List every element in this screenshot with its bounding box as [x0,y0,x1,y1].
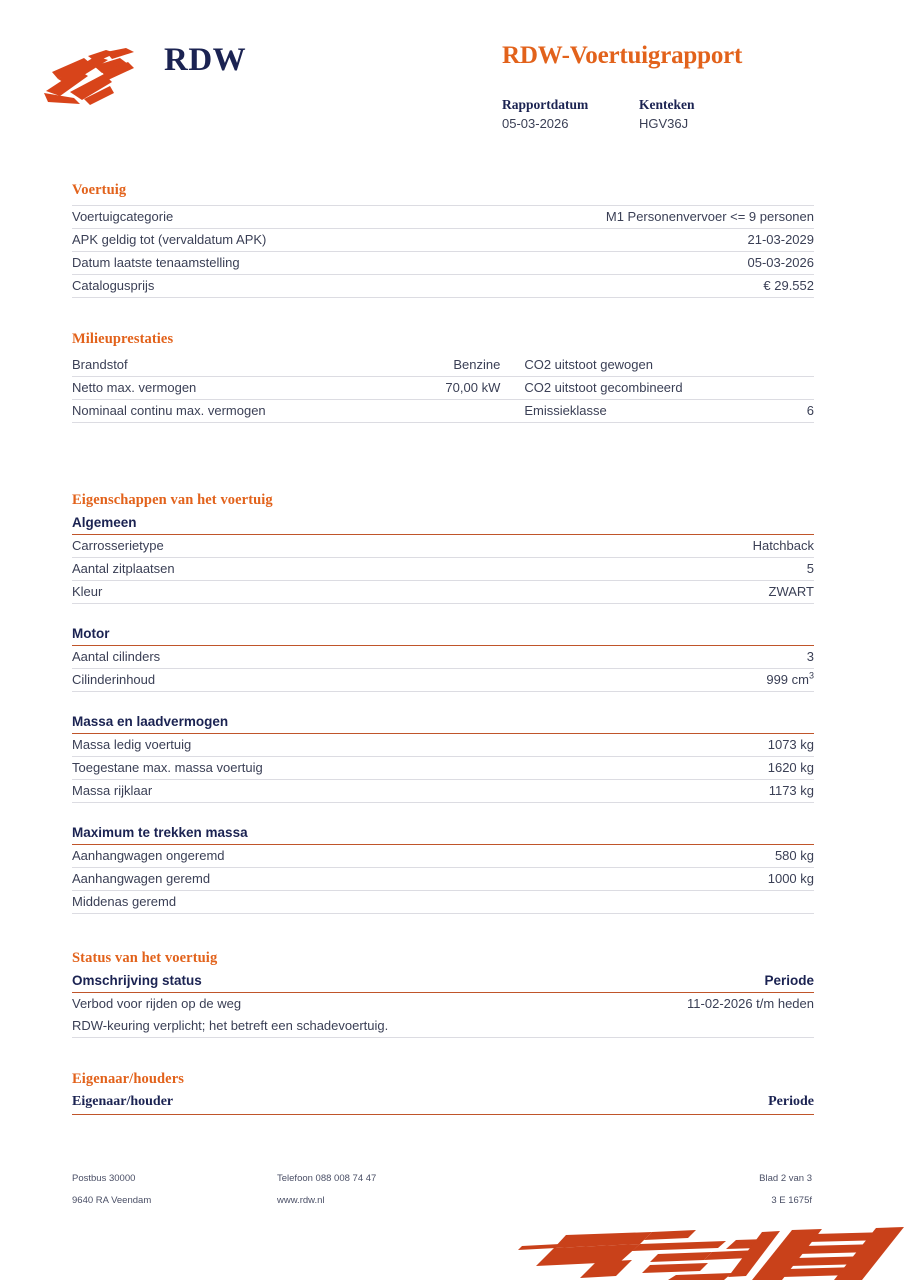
section-voertuig [72,182,814,298]
row-value-right [725,377,814,400]
row-value: Hatchback [517,535,814,558]
section-status [72,950,814,1038]
section-eigenschappen [72,492,814,914]
subsection-algemeen [72,515,814,604]
row-value: 1620 kg [517,757,814,780]
row-label: Aantal cilinders [72,646,517,669]
table-row [72,1015,814,1038]
subsection-trekken-massa [72,825,814,914]
table-row [72,400,814,423]
footer-form-code: 3 E 1675f [771,1195,812,1206]
row-value: ZWART [517,581,814,604]
table-row [72,757,814,780]
row-label-right: Emissieklasse [502,400,725,423]
footer-line-website[interactable]: www.rdw.nl [277,1195,325,1206]
row-value [517,891,814,914]
row-value-right [725,354,814,377]
status-col-period: Periode [764,973,814,988]
report-meta [502,96,842,134]
row-value [517,669,814,692]
document-header [0,0,904,160]
table-row [72,868,814,891]
meta-value-rapportdatum: 05-03-2026 [502,116,569,131]
row-value: 580 kg [517,845,814,868]
row-value: 1173 kg [517,780,814,803]
unit-superscript: 3 [808,670,814,681]
row-label: Aanhangwagen ongeremd [72,845,517,868]
page-title: RDW-Voertuigrapport [502,42,743,69]
section-title-status: Status van het voertuig [72,950,218,966]
status-table [72,993,814,1038]
row-value: 1073 kg [517,734,814,757]
section-title-milieuprestaties: Milieuprestaties [72,331,174,347]
eigenaar-col-label: Eigenaar/houder [72,1094,174,1109]
row-value: M1 Personenvervoer <= 9 personen [458,206,814,229]
rdw-logo-text: RDW [164,42,247,78]
row-label: Kleur [72,581,517,604]
table-row [72,252,814,275]
eigenaar-col-period: Periode [768,1094,814,1109]
row-label: Verbod voor rijden op de weg [72,996,242,1011]
row-label-left: Netto max. vermogen [72,377,324,400]
row-label: Carrosserietype [72,535,517,558]
row-label: Cilinderinhoud [72,669,517,692]
row-label: RDW-keuring verplicht; het betreft een schadevoertuig. [72,1015,814,1038]
row-value-left [324,400,502,423]
row-label-right: CO2 uitstoot gewogen [502,354,725,377]
row-value: 11-02-2026 t/m heden [687,996,814,1011]
trekken-massa-table [72,845,814,914]
meta-field-kenteken [639,96,695,134]
table-row [72,669,814,692]
table-row [72,275,814,298]
table-row [72,229,814,252]
row-value: 3 [517,646,814,669]
row-value: 1000 kg [517,868,814,891]
status-column-headers [72,973,814,993]
row-label: APK geldig tot (vervaldatum APK) [72,229,458,252]
document-footer [72,1168,814,1212]
row-label-left: Brandstof [72,354,324,377]
table-row [72,206,814,229]
row-value: 05-03-2026 [458,252,814,275]
subsection-title-trekken-massa: Maximum te trekken massa [72,825,814,845]
table-row [72,646,814,669]
footer-line: Telefoon 088 008 74 47 [277,1173,377,1184]
table-row [72,734,814,757]
rdw-logo [44,38,254,110]
row-value: 21-03-2029 [458,229,814,252]
subsection-motor [72,626,814,692]
section-eigenaar [72,1071,814,1115]
table-row [72,993,814,1015]
footer-address [72,1168,277,1212]
massa-table [72,734,814,803]
rdw-feather-arrow-logo-icon [44,46,159,110]
meta-label-rapportdatum: Rapportdatum [502,97,589,112]
section-milieuprestaties [72,331,814,423]
subsection-title-massa: Massa en laadvermogen [72,714,814,734]
motor-table [72,646,814,692]
subsection-massa [72,714,814,803]
subsection-title-motor: Motor [72,626,814,646]
row-label: Aanhangwagen geremd [72,868,517,891]
algemeen-table [72,535,814,604]
row-label-right: CO2 uitstoot gecombineerd [502,377,725,400]
row-label: Middenas geremd [72,891,517,914]
section-title-eigenschappen: Eigenschappen van het voertuig [72,492,273,508]
table-row [72,891,814,914]
table-row [72,377,814,400]
row-label: Massa rijklaar [72,780,517,803]
footer-page-number: Blad 2 van 3 [759,1173,812,1184]
status-col-label: Omschrijving status [72,973,202,988]
meta-label-kenteken: Kenteken [639,97,695,112]
row-label: Voertuigcategorie [72,206,458,229]
eigenaar-column-headers [72,1094,814,1115]
row-label: Massa ledig voertuig [72,734,517,757]
section-title-eigenaar: Eigenaar/houders [72,1071,184,1087]
table-row [72,581,814,604]
table-row [72,354,814,377]
row-value-left: Benzine [324,354,502,377]
footer-contact [277,1168,657,1212]
footer-line: 9640 RA Veendam [72,1195,152,1206]
footer-pageinfo [657,1168,812,1212]
row-value-right: 6 [725,400,814,423]
row-label-left: Nominaal continu max. vermogen [72,400,324,423]
row-value-left: 70,00 kW [324,377,502,400]
table-row [72,558,814,581]
meta-field-rapportdatum [502,96,639,134]
row-label: Aantal zitplaatsen [72,558,517,581]
row-value: € 29.552 [458,275,814,298]
row-label: Datum laatste tenaamstelling [72,252,458,275]
section-title-voertuig: Voertuig [72,182,127,198]
table-row [72,535,814,558]
footer-line: Postbus 30000 [72,1173,136,1184]
voertuig-table [72,205,814,298]
row-value: 5 [517,558,814,581]
row-label: Toegestane max. massa voertuig [72,757,517,780]
meta-value-kenteken: HGV36J [639,116,689,131]
table-row [72,780,814,803]
row-value-text: 999 cm [766,672,809,687]
table-row [72,845,814,868]
milieuprestaties-table [72,354,814,423]
row-label: Catalogusprijs [72,275,458,298]
subsection-title-algemeen: Algemeen [72,515,814,535]
rdw-speed-stripes-graphic-icon [500,1218,904,1280]
